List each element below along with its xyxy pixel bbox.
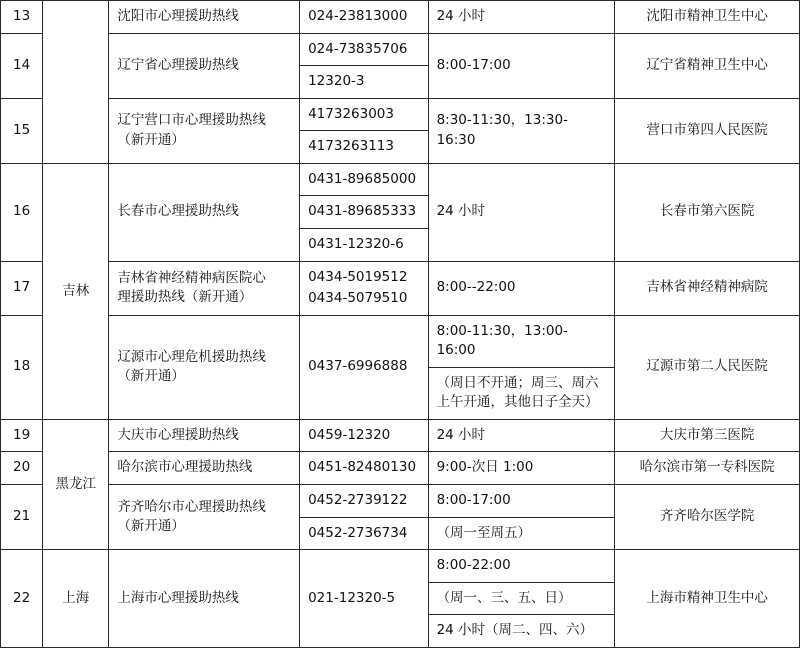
- hotline-name: 哈尔滨市心理援助热线: [117, 459, 253, 476]
- service-hours-line: 8:00-11:30，13:00-16:00: [436, 322, 568, 359]
- hotline-name-line: 齐齐哈尔市心理援助热线: [117, 498, 266, 515]
- organization: 辽源市第二人民医院: [646, 358, 768, 375]
- organization: 齐齐哈尔医学院: [659, 508, 755, 525]
- service-hours: 24 小时: [436, 8, 486, 24]
- phone-list: [300, 262, 427, 315]
- row-index: 21: [12, 508, 31, 525]
- hotline-name: 沈阳市心理援助热线: [117, 8, 239, 24]
- table-row: [1, 1, 800, 34]
- phone-list: [300, 164, 427, 261]
- table-row: [1, 98, 800, 163]
- hotline-phone[interactable]: 12320-3: [300, 65, 427, 98]
- table-row: [1, 163, 800, 261]
- hotline-phone[interactable]: 0437-6996888: [308, 358, 408, 375]
- province-cell: 吉林: [62, 282, 90, 299]
- service-hours: 8:00--22:00: [436, 279, 516, 296]
- organization: 营口市第四人民医院: [646, 121, 768, 138]
- hotline-phone[interactable]: 0452-2736734: [300, 517, 427, 550]
- hotline-name-line: （新开通）: [117, 131, 185, 148]
- hotline-phone[interactable]: 0451-82480130: [308, 459, 417, 476]
- row-index: 19: [12, 426, 31, 443]
- table-row: [1, 550, 800, 648]
- hotline-name: [109, 263, 299, 314]
- table-row: [1, 315, 800, 419]
- service-hours-note: 24 小时（周二、四、六）: [429, 614, 615, 647]
- hotline-phone[interactable]: 0431-89685000: [308, 170, 417, 187]
- row-index: 15: [12, 121, 31, 138]
- hotline-name: 大庆市心理援助热线: [117, 426, 239, 443]
- hotline-phone[interactable]: 021-12320-5: [308, 589, 396, 606]
- phone-list: [300, 485, 427, 549]
- hotline-phone[interactable]: 0434-5079510: [308, 290, 408, 307]
- hotline-name: [109, 105, 299, 156]
- province-cell: [43, 76, 108, 88]
- province-cell: 上海: [62, 589, 90, 606]
- hotline-name-line: 吉林省神经精神病医院心: [117, 269, 266, 286]
- service-hours: 8:30-11:30，13:30-16:30: [436, 112, 568, 148]
- table-row: [1, 261, 800, 315]
- hotline-name-line: 理援助热线（新开通）: [117, 289, 253, 306]
- organization: 吉林省神经精神病院: [646, 279, 768, 296]
- table-row: [1, 485, 800, 550]
- hotline-name-line: 辽宁营口市心理援助热线: [117, 112, 266, 129]
- organization: 长春市第六医院: [659, 203, 755, 220]
- row-index: 13: [12, 8, 31, 24]
- table-row: [1, 419, 800, 452]
- row-index: 16: [12, 203, 31, 220]
- organization: 大庆市第三医院: [659, 426, 755, 443]
- organization: 辽宁省精神卫生中心: [646, 56, 768, 73]
- table-row: [1, 33, 800, 98]
- hotline-name-line: （新开通）: [117, 518, 185, 535]
- service-hours: 8:00-17:00: [436, 56, 511, 73]
- hotline-phone[interactable]: 0431-89685333: [300, 195, 427, 228]
- hotline-name: [109, 342, 299, 393]
- hotline-name: 长春市心理援助热线: [117, 203, 239, 220]
- service-hours: [429, 550, 615, 647]
- hotline-phone[interactable]: 0459-12320: [308, 426, 391, 443]
- service-hours-note: （周日不开通；周三、周六: [429, 367, 615, 394]
- service-hours: [429, 316, 615, 394]
- service-hours: 24 小时: [436, 203, 486, 220]
- table-row: [1, 452, 800, 485]
- hotline-phone[interactable]: 0434-5019512: [308, 268, 408, 285]
- organization: 沈阳市精神卫生中心: [646, 8, 768, 24]
- hotline-name: 辽宁省心理援助热线: [117, 56, 239, 73]
- province-cell: 黑龙江: [55, 475, 97, 492]
- service-hours-note: （周一、三、五、日）: [429, 582, 615, 615]
- organization: 上海市精神卫生中心: [646, 589, 768, 606]
- organization: 哈尔滨市第一专科医院: [639, 459, 775, 476]
- service-hours: 9:00-次日 1:00: [436, 459, 534, 476]
- service-hours-line: 8:00-17:00: [436, 492, 511, 508]
- hotline-name-line: 辽源市心理危机援助热线: [117, 348, 266, 365]
- phone-list: [300, 99, 427, 163]
- service-hours-line: 8:00-22:00: [436, 557, 511, 574]
- row-index: 22: [12, 589, 31, 606]
- hotline-phone[interactable]: 024-23813000: [308, 8, 408, 24]
- hotline-phone[interactable]: 4173263003: [308, 105, 394, 122]
- hotline-phone[interactable]: 024-73835706: [308, 40, 408, 57]
- hotline-name: 上海市心理援助热线: [117, 589, 239, 606]
- service-hours-note: 上午开通，其他日子全天）: [436, 394, 599, 411]
- row-index: 18: [12, 358, 31, 375]
- hotline-phone[interactable]: 0452-2739122: [308, 492, 408, 508]
- phone-list: [300, 34, 427, 98]
- service-hours: 24 小时: [436, 426, 486, 443]
- hotline-phone[interactable]: 0431-12320-6: [300, 228, 427, 261]
- service-hours-note: （周一至周五）: [429, 517, 615, 550]
- row-index: 14: [12, 56, 31, 73]
- hotline-name: [109, 492, 299, 543]
- hotline-name-line: （新开通）: [117, 368, 185, 385]
- row-index: 20: [12, 459, 31, 476]
- service-hours: [429, 485, 615, 549]
- row-index: 17: [12, 279, 31, 296]
- hotline-phone[interactable]: 4173263113: [300, 130, 427, 163]
